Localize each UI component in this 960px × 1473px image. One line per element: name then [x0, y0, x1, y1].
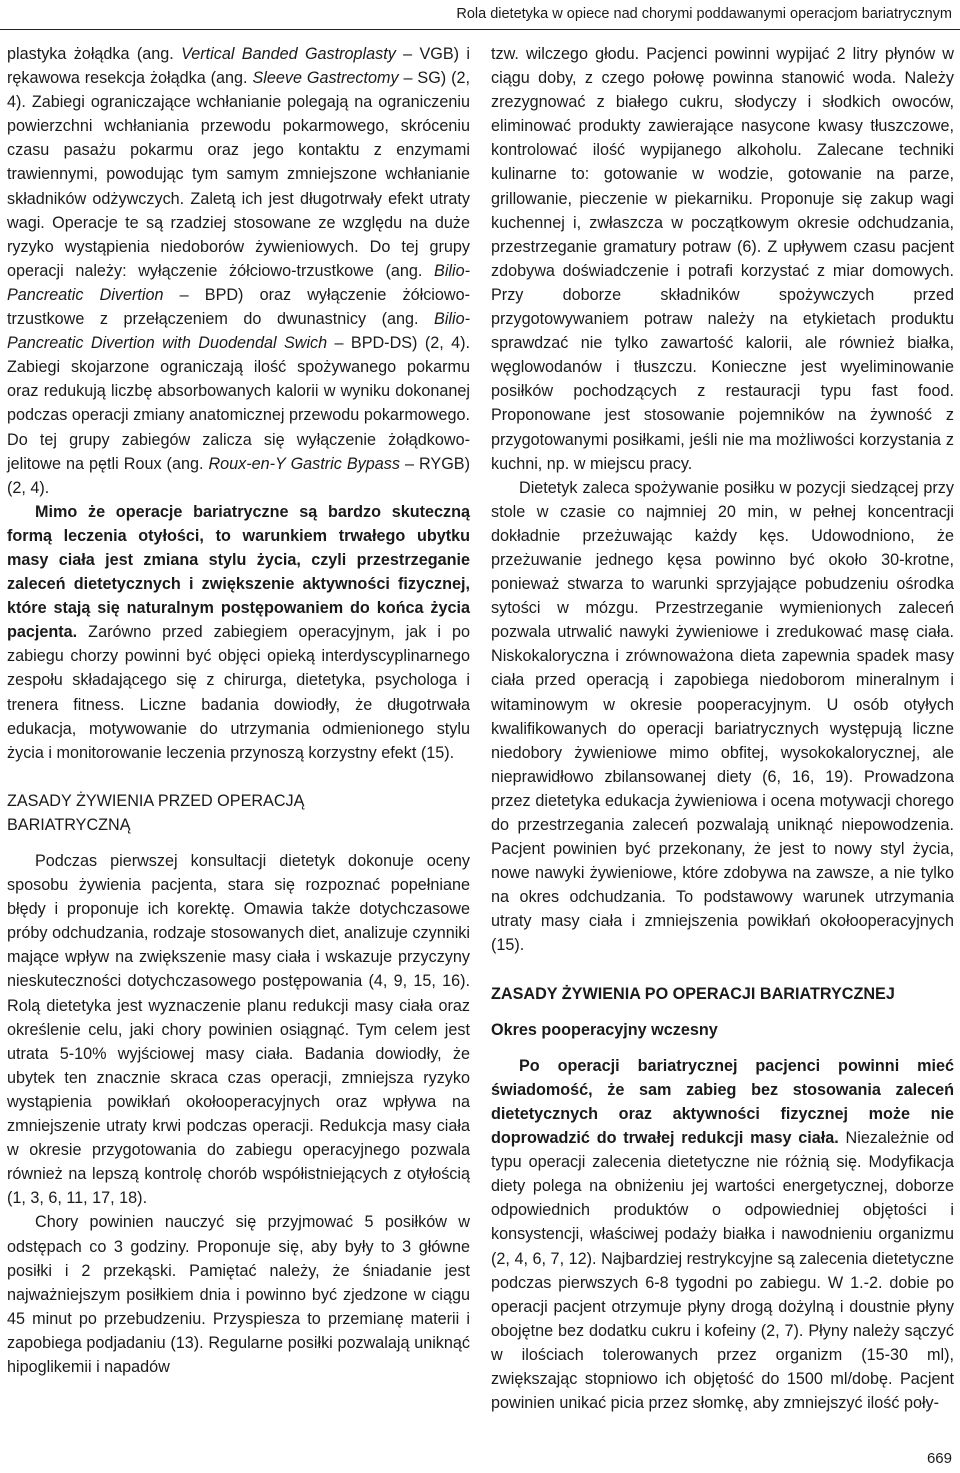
left-column	[7, 42, 470, 1379]
text-run-bold: Mimo że operacje bariatryczne są bardzo skuteczną formą leczenia otyłości, to warunkiem trwałego ubytku masy ciała jest zmiana stylu życia, czyli przestrzeganie zaleceń dietetycznych i zwiększenie aktywności fizycznej, które stają się naturalnym postępowaniem do końca życia pacjenta.	[7, 502, 470, 642]
text-run: – SG) (2, 4). Zabiegi ograniczające wchłanianie polegają na ograniczeniu powierzchni wchłaniania przewodu pokarmowego, skróceniu czasu pasażu pokarmu oraz jego kontaktu z enzymami trawiennymi, powodując tym samym zmniejszone wchłanianie składników odżywczych. Zaletą ich jest długotrwały efekt utraty wagi. Operacje te są rzadziej stosowane ze względu na duże ryzyko wystąpienia niedoborów żywieniowych. Do tej grupy operacji należy: wyłączenie żółciowo-trzustkowe (ang.	[7, 69, 470, 280]
paragraph	[7, 42, 470, 500]
right-column	[491, 42, 954, 1415]
section-heading: ZASADY ŻYWIENIA PO OPERACJI BARIATRYCZNEJ	[491, 984, 895, 1003]
text-run: – VGB) i rękawowa resekcja żołądka (ang.	[7, 45, 471, 88]
page-number: 669	[926, 1450, 952, 1467]
paragraph	[491, 1054, 954, 1415]
paragraph: Chory powinien nauczyć się przyjmować 5 posiłków w odstępach co 3 godziny. Proponuje się, aby były to 3 główne posiłki i 2 przekąski. Pamiętać należy, że śniadanie jest najważniejszym posiłkiem dnia i powinno być zjedzone w ciągu 45 minut po przebudzeniu. Przyspiesza to przemianę materii i zapobiega podjadaniu (13). Regularne posiłki pozwalają uniknąć hipoglikemii i napadów	[7, 1213, 470, 1376]
paragraph	[7, 500, 470, 765]
text-run-italic: Roux-en-Y Gastric Bypass	[208, 454, 400, 473]
spacer	[7, 837, 470, 849]
sub-heading: Okres pooperacyjny wczesny	[491, 1020, 718, 1039]
section-heading: ZASADY ŻYWIENIA PRZED OPERACJĄ BARIATRYCZNĄ	[7, 791, 305, 834]
text-run: plastyka żołądka (ang.	[7, 45, 182, 63]
paragraph: tzw. wilczego głodu. Pacjenci powinni wypijać 2 litry płynów w ciągu doby, z czego połowę powinna stanowić woda. Należy zrezygnować z białego cukru, słodyczy i słodkich owoców, eliminować produkty zawierające nasycone kwasy tłuszczowe, kontrolować ilość wypijanego alkoholu. Zalecane techniki kulinarne to: gotowanie w wodzie, gotowanie na parze, grillowanie, pieczenie w piekarniku. Proponuje się zakup wagi kuchennej i, zwłaszcza w początkowym okresie odchudzania, przestrzeganie gramatury potraw (6). Z upływem czasu pacjent zdobywa doświadczenie i potrafi korzystać z miar domowych. Przy doborze składników spożywczych przed przygotowywaniem potraw należy na etykietach produktu sprawdzać nie tylko zawartość kalorii, ale również białka, węglowodanów i tłuszczu. Konieczne jest wyeliminowanie posiłków pochodzących z restauracji typu fast food. Proponowane jest stosowanie pojemników na żywność z przygotowanymi posiłkami, jeśli nie ma możliwości korzystania z kuchni, np. w miejscu pracy.	[491, 45, 954, 473]
text-run-italic: Bilio-Pancreatic Divertion	[7, 261, 470, 304]
paragraph: Podczas pierwszej konsultacji dietetyk dokonuje oceny sposobu żywienia pacjenta, stara się rozpoznać popełniane błędy i proponuje ich korektę. Omawia także dotychczasowe próby odchudzania, rodzaje stosowanych diet, analizuje czynniki mające wpływ na zwiększenie masy ciała i wskazuje przyczyny nieskuteczności dotychczasowego postępowania (4, 9, 15, 16). Rolą dietetyka jest wyznaczenie planu redukcji masy ciała oraz określenie celu, jaki chory powinien osiągnąć. Tym celem jest utrata 5-10% wyjściowej masy ciała. Badania dowiodły, że ubytek ten znacznie skraca czas operacji, zmniejsza ryzyko wystąpienia powikłań okołooperacyjnych oraz wpływa na zmniejszenie utraty krwi podczas operacji. Redukcja masy ciała w okresie przygotowania do zabiegu operacyjnego pozwala również na lepszą kontrolę chorób współistniejących z otyłością (1, 3, 6, 11, 17, 18).	[7, 852, 470, 1208]
header-rule	[0, 29, 960, 30]
spacer	[491, 1006, 954, 1018]
text-run: – BPD-DS) (2, 4). Zabiegi skojarzone ograniczają ilość spożywanego pokarmu oraz redukują liczbę absorbowanych kalorii w wyniku dokonanej podczas operacji zmiany anatomicznej przewodu pokarmowego. Do tej grupy zabiegów zalicza się wyłączenie żołądkowo-jelitowe na pętli Roux (ang.	[7, 334, 470, 473]
text-run: Niezależnie od typu operacji zalecenia dietetyczne nie różnią się. Modyfikacja diety polega na obniżeniu jej wartości energetycznej, doborze odpowiednich produktów o odpowiedniej objętości i konsystencji, właściwej podaży białka i nawodnieniu organizmu (2, 4, 6, 7, 12). Najbardziej restrykcyjne są zalecenia dietetyczne podczas pierwszych 6-8 tygodni po zabiegu. W 1.-2. dobie po operacji pacjent otrzymuje płyny drogą dożylną i doustnie płyny obojętne bez dodatku cukru i kofeiny (2, 7). Płyny należy sączyć w ilościach tolerowanych przez organizm (15-30 ml), zwiększając stopniowo ich objętość do 1500 ml/dobę. Pacjent powinien unikać picia przez słomkę, aby zmniejszyć ilość poły-	[491, 1129, 954, 1413]
text-run-italic: Sleeve Gastrectomy	[252, 69, 399, 88]
running-title: Rola dietetyka w opiece nad chorymi poddawanymi operacjom bariatrycznym	[456, 6, 952, 22]
text-run-bold: Po operacji bariatrycznej pacjenci powinni mieć świadomość, że sam zabieg bez stosowania zaleceń dietetycznych oraz aktywności fizycznej może nie doprowadzić do trwałej redukcji masy ciała.	[491, 1056, 954, 1148]
spacer	[491, 958, 954, 982]
text-run: – RYGB) (2, 4).	[7, 454, 470, 497]
text-run: – BPD) oraz wyłączenie żółciowo-trzustkowe z przełączeniem do dwunastnicy (ang.	[7, 285, 470, 329]
spacer	[7, 765, 470, 789]
spacer	[491, 1042, 954, 1054]
paragraph: Dietetyk zaleca spożywanie posiłku w pozycji siedzącej przy stole w czasie co najmniej 20 min, w pełnej koncentracji dokładnie przeżuwając każdy kęs. Udowodniono, że przeżuwanie jednego kęsa powinno być około 30-krotne, ponieważ stwarza to warunki sprzyjające pobudzeniu ośrodka sytości w mózgu. Przestrzeganie wymienionych zaleceń pozwala utrwalić nawyki żywieniowe i zredukować masę ciała. Niskokaloryczna i zrównoważona dieta zapewnia spadek masy ciała przed operacją i zapobiega niedoborom mineralnym i witaminowym w okresie pooperacyjnym. U osób otyłych kwalifikowanych do operacji bariatrycznych występują liczne niedobory żywieniowe mimo obfitej, wysokokalorycznej, ale nieprawidłowo zbilansowanej diety (6, 16, 19). Prowadzona przez dietetyka edukacja żywieniowa i ocena motywacji chorego do przestrzegania zaleceń pozwalają uniknąć niepowodzenia. Pacjent powinien być przekonany, że jest to nowy styl życia, nowe nawyki żywieniowe, które zdobywa na zawsze, a nie tylko na okres odchudzania. To podstawowy warunek utrzymania utraty masy ciała i zmniejszenia powikłań okołooperacyjnych (15).	[491, 478, 954, 955]
running-header	[0, 0, 960, 30]
text-run-italic: Bilio-Pancreatic Divertion with Duodendal Swich	[7, 310, 470, 353]
text-run: Zarówno przed zabiegiem operacyjnym, jak i po zabiegu chorzy powinni być objęci opieką interdyscyplinarnego zespołu składającego się z chirurga, dietetyka, psychologa i trenera fitness. Liczne badania dowiodły, że długotrwała edukacja, motywowanie do utrzymania odmienionego stylu życia i monitorowanie leczenia przynoszą korzystny efekt (15).	[7, 623, 470, 762]
text-run-italic: Vertical Banded Gastroplasty	[181, 45, 396, 63]
